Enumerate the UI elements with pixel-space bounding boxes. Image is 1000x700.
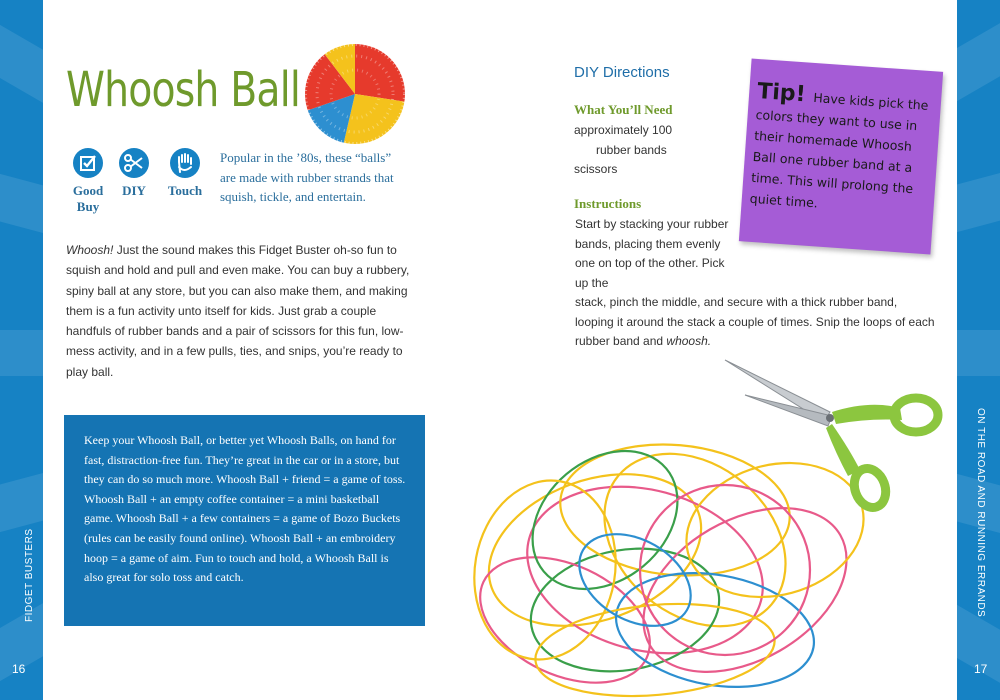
page-number-left: 16 [12,662,26,676]
left-side-bar [0,0,43,700]
good-buy-label: Good Buy [72,183,104,214]
intro-text: Popular in the ’80s, these “balls” are made with rubber strands that squish, tickle, and entertain. [220,150,394,204]
tip-note-text [749,81,937,221]
scissors-icon [119,148,149,178]
diy-heading: DIY Directions [574,64,670,81]
tip-box [64,415,425,626]
supply-item: approximately 100 [574,123,673,137]
right-section-label: ON THE ROAD AND RUNNING ERRANDS [975,408,986,618]
instructions-heading: Instructions [574,196,642,211]
page-title: Whoosh Ball [66,62,300,118]
body-emphasis: Whoosh! [66,243,114,257]
good-buy-feature [62,148,114,215]
touch-label: Touch [167,183,203,198]
diy-feature [108,148,160,199]
what-you-need-heading: What You’ll Need [574,102,673,117]
left-section-label: FIDGET BUSTERS [24,528,35,622]
tip-box-text: Keep your Whoosh Ball, or better yet Whoosh Balls, on hand for fast, distraction-free fun. They’re great in the car or in a store, but they can do so much more. Whoosh Ball + friend = a game of toss. Whoosh Ball + an empty coffee container = a mini basketball game. Whoosh Ball + a few containers = a game of Bozo Buckets (rules can be easily found online). Whoosh Ball + an embroidery hoop = a game of aim. Fun to touch and hold, a Whoosh Ball is also great for solo toss and catch. [84,433,406,585]
whoosh-ball-image [303,42,407,146]
hand-icon [170,148,200,178]
supply-item: rubber bands [596,142,667,157]
tip-sticky-note [739,59,943,255]
body-paragraph [66,240,422,382]
tip-word: Tip! [756,79,807,108]
body-text: Just the sound makes this Fidget Buster oh-so fun to squish and hold and pull and even make. You can buy a rubbery, spiny ball at any store, but you can also make them, and making them is a fun activity unto itself for kids. Just grab a couple handfuls of rubber bands and a pair of scissors for this fun, low-mess activity, and in a few pulls, ties, and snips, you’re ready to play ball. [66,243,410,379]
supplies-list [574,121,672,180]
diy-label: DIY [122,183,146,198]
supply-item: scissors [574,162,618,176]
scissors-image [720,350,950,520]
instructions-emphasis: whoosh. [666,334,712,348]
tip-body: Have kids pick the colors they want to use in their homemade Whoosh Ball one rubber band at a time. This will prolong the quiet time. [749,89,929,211]
instructions-text-continued: stack, pinch the middle, and secure with a thick rubber band, looping it around the stack a couple of times. Snip the loops of each rubber band and whoosh. [575,295,935,348]
page-number-right: 17 [974,662,988,676]
touch-feature [159,148,211,199]
checkbox-icon [73,148,103,178]
instructions-text: Start by stacking your rubber bands, placing them evenly one on top of the other. Pick up the [575,217,729,290]
